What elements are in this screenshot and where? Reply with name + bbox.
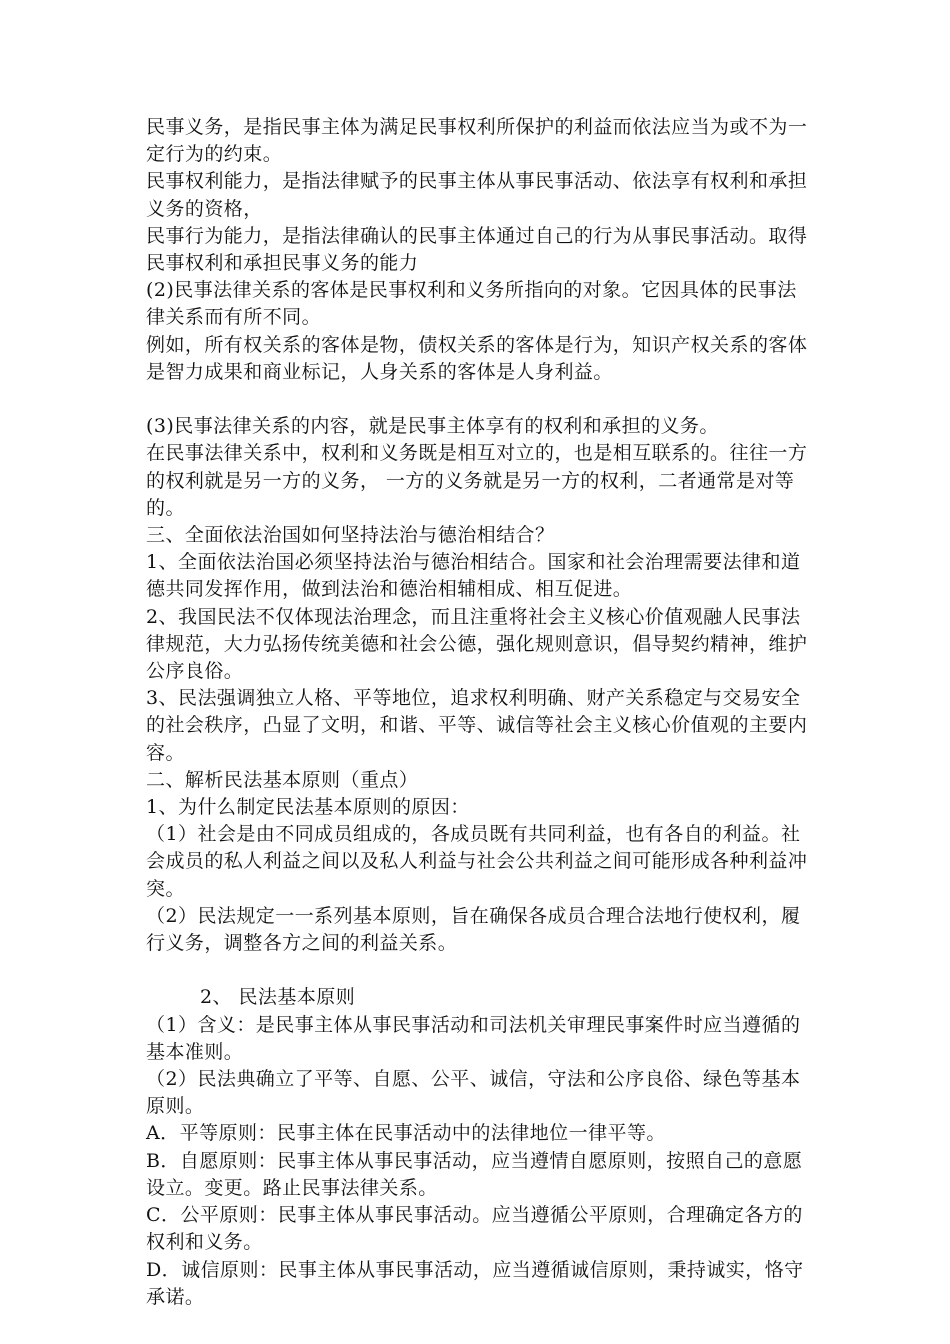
blank-line bbox=[146, 386, 814, 413]
list-item-rule-of-law-1: 1、全面依法治国必须坚持法治与德治相结合。国家和社会治理需要法律和道德共同发挥作用，做到法治和德治相辅相成、相互促进。 bbox=[146, 551, 801, 601]
paragraph-civil-rights-capacity: 民事权利能力，是指法律赋予的民事主体从事民事活动、依法享有权利和承担义务的资格， bbox=[146, 170, 808, 220]
subheading-basic-principles: 2、 民法基本原则 bbox=[200, 986, 356, 1009]
list-item-why-1: （1）社会是由不同成员组成的，各成员既有共同利益，也有各自的利益。社会成员的私人利益之间以及私人利益与社会公共利益之间可能形成各种利益冲突。 bbox=[146, 823, 808, 900]
subheading-why-principles: 1、为什么制定民法基本原则的原因： bbox=[146, 796, 470, 819]
paragraph-rights-and-duties: 在民事法律关系中，权利和义务既是相互对立的，也是相互联系的。往往一方的权利就是另一方的义务， 一方的义务就是另一方的权利，二者通常是对等的。 bbox=[146, 442, 808, 519]
paragraph-civil-obligation: 民事义务，是指民事主体为满足民事权利所保护的利益而依法应当为或不为一定行为的约束。 bbox=[146, 116, 808, 166]
document-body bbox=[146, 114, 814, 1311]
list-item-rule-of-law-2: 2、我国民法不仅体现法治理念，而且注重将社会主义核心价值观融人民事法律规范，大力弘扬传统美德和社会公德，强化规则意识，倡导契约精神，维护公序良俗。 bbox=[146, 605, 808, 683]
section-heading-rule-of-law: 三、全面依法治国如何坚持法治与德治相结合？ bbox=[146, 524, 555, 547]
principle-fairness: C．公平原则：民事主体从事民事活动。应当遵循公平原则，合理确定各方的权利和义务。 bbox=[146, 1204, 803, 1254]
paragraph-legal-relation-object: (2)民事法律关系的客体是民事权利和义务所指向的对象。它因具体的民事法律关系而有所不同。 bbox=[146, 279, 797, 329]
list-item-why-2: （2）民法规定一一系列基本原则，旨在确保各成员合理合法地行使权利，履行义务，调整各方之间的利益关系。 bbox=[146, 904, 801, 955]
principle-voluntariness: B．自愿原则：民事主体从事民事活动，应当遵情自愿原则，按照自己的意愿设立。变更。路止民事法律关系。 bbox=[146, 1149, 803, 1199]
blank-line bbox=[146, 957, 814, 984]
list-item-definition: （1）含义：是民事主体从事民事活动和司法机关审理民事案件时应当遵循的基本准则。 bbox=[146, 1013, 801, 1063]
section-heading-basic-principles: 二、解析民法基本原则（重点） bbox=[146, 768, 419, 791]
principle-good-faith: D．诚信原则：民事主体从事民事活动，应当遵循诚信原则，秉持诚实，恪守承诺。 bbox=[146, 1258, 804, 1308]
list-item-civil-code-principles: （2）民法典确立了平等、自愿、公平、诚信，守法和公序良俗、绿色等基本原则。 bbox=[146, 1068, 801, 1118]
paragraph-object-examples: 例如，所有权关系的客体是物，债权关系的客体是行为，知识产权关系的客体是智力成果和商业标记，人身关系的客体是人身利益。 bbox=[146, 333, 808, 383]
principle-equality: A．平等原则：民事主体在民事活动中的法律地位一律平等。 bbox=[146, 1122, 666, 1145]
list-item-rule-of-law-3: 3、民法强调独立人格、平等地位，追求权利明确、财产关系稳定与交易安全的社会秩序，凸显了文明，和谐、平等、诚信等社会主义核心价值观的主要内容。 bbox=[146, 687, 808, 764]
paragraph-civil-conduct-capacity: 民事行为能力，是指法律确认的民事主体通过自己的行为从事民事活动。取得民事权利和承担民事义务的能力 bbox=[146, 224, 808, 275]
paragraph-legal-relation-content: (3)民事法律关系的内容，就是民事主体享有的权利和承担的义务。 bbox=[146, 415, 719, 438]
